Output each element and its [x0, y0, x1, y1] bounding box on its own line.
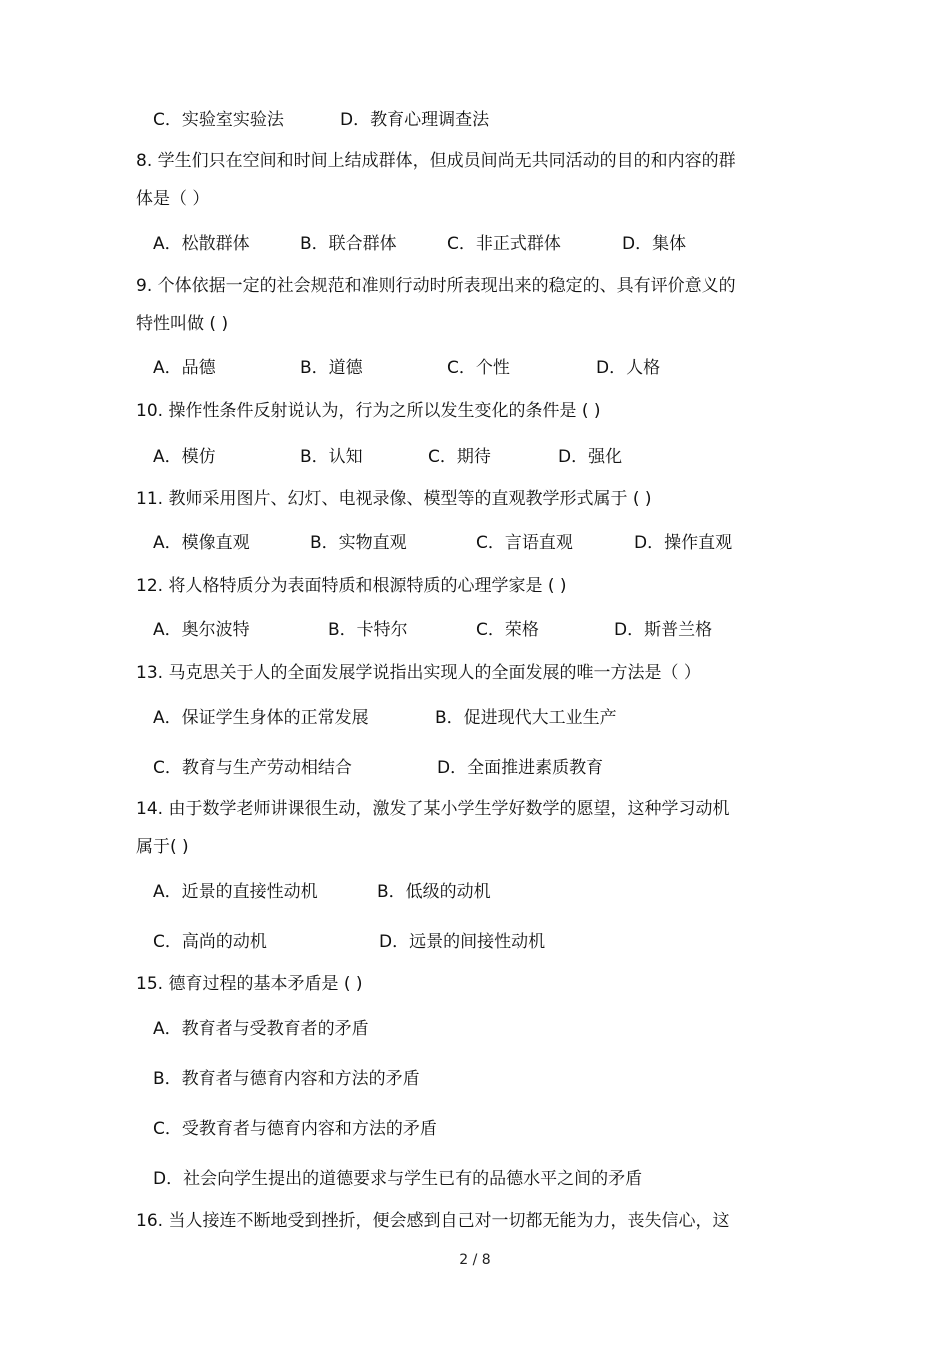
option-a: A．品德: [153, 358, 216, 378]
option-a: A．保证学生身体的正常发展: [153, 708, 369, 728]
option-a: A．教育者与受教育者的矛盾: [153, 1019, 369, 1039]
option-a: A．松散群体: [153, 234, 250, 254]
question-13: 13. 马克思关于人的全面发展学说指出实现人的全面发展的唯一方法是（ ）: [136, 663, 701, 683]
option-d: D．操作直观: [634, 533, 733, 553]
option-d: D．全面推进素质教育: [437, 758, 604, 778]
option-b: B．认知: [300, 447, 363, 467]
option-d: D．强化: [558, 447, 623, 467]
option-a: A．近景的直接性动机: [153, 882, 318, 902]
option-b: B．联合群体: [300, 234, 397, 254]
question-8-line-1: 8. 学生们只在空间和时间上结成群体，但成员间尚无共同活动的目的和内容的群: [136, 151, 736, 171]
option-c: C．受教育者与德育内容和方法的矛盾: [153, 1119, 437, 1139]
option-c: C．高尚的动机: [153, 932, 267, 952]
option-b: B．促进现代大工业生产: [435, 708, 617, 728]
question-14-line-2: 属于( ): [136, 837, 189, 857]
option-d: D．人格: [596, 358, 661, 378]
question-16-line-1: 16. 当人接连不断地受到挫折，便会感到自己对一切都无能为力，丧失信心，这: [136, 1211, 730, 1231]
option-d: D．社会向学生提出的道德要求与学生已有的品德水平之间的矛盾: [153, 1169, 643, 1189]
option-c: C．期待: [428, 447, 491, 467]
option-d: D．斯普兰格: [614, 620, 713, 640]
option-b: B．卡特尔: [328, 620, 408, 640]
option-c: C．荣格: [476, 620, 539, 640]
question-8-line-2: 体是（ ）: [136, 189, 210, 209]
question-15: 15. 德育过程的基本矛盾是 ( ): [136, 974, 363, 994]
page-number: 2 / 8: [459, 1252, 491, 1268]
question-11: 11. 教师采用图片、幻灯、电视录像、模型等的直观教学形式属于 ( ): [136, 489, 652, 509]
option-c: C．实验室实验法: [153, 110, 284, 130]
question-12: 12. 将人格特质分为表面特质和根源特质的心理学家是 ( ): [136, 576, 567, 596]
question-9-line-1: 9. 个体依据一定的社会规范和准则行动时所表现出来的稳定的、具有评价意义的: [136, 276, 736, 296]
option-b: B．低级的动机: [377, 882, 491, 902]
option-d: D．集体: [622, 234, 687, 254]
option-a: A．模仿: [153, 447, 216, 467]
option-d: D．远景的间接性动机: [379, 932, 546, 952]
option-c: C．个性: [447, 358, 510, 378]
option-a: A．奥尔波特: [153, 620, 250, 640]
option-c: C．非正式群体: [447, 234, 561, 254]
question-9-line-2: 特性叫做 ( ): [136, 314, 229, 334]
option-d: D．教育心理调查法: [340, 110, 490, 130]
option-b: B．教育者与德育内容和方法的矛盾: [153, 1069, 420, 1089]
option-b: B．实物直观: [310, 533, 407, 553]
question-10: 10. 操作性条件反射说认为，行为之所以发生变化的条件是 ( ): [136, 401, 601, 421]
option-c: C．教育与生产劳动相结合: [153, 758, 352, 778]
option-b: B．道德: [300, 358, 363, 378]
option-a: A．模像直观: [153, 533, 250, 553]
option-c: C．言语直观: [476, 533, 573, 553]
question-14-line-1: 14. 由于数学老师讲课很生动，激发了某小学生学好数学的愿望，这种学习动机: [136, 799, 730, 819]
